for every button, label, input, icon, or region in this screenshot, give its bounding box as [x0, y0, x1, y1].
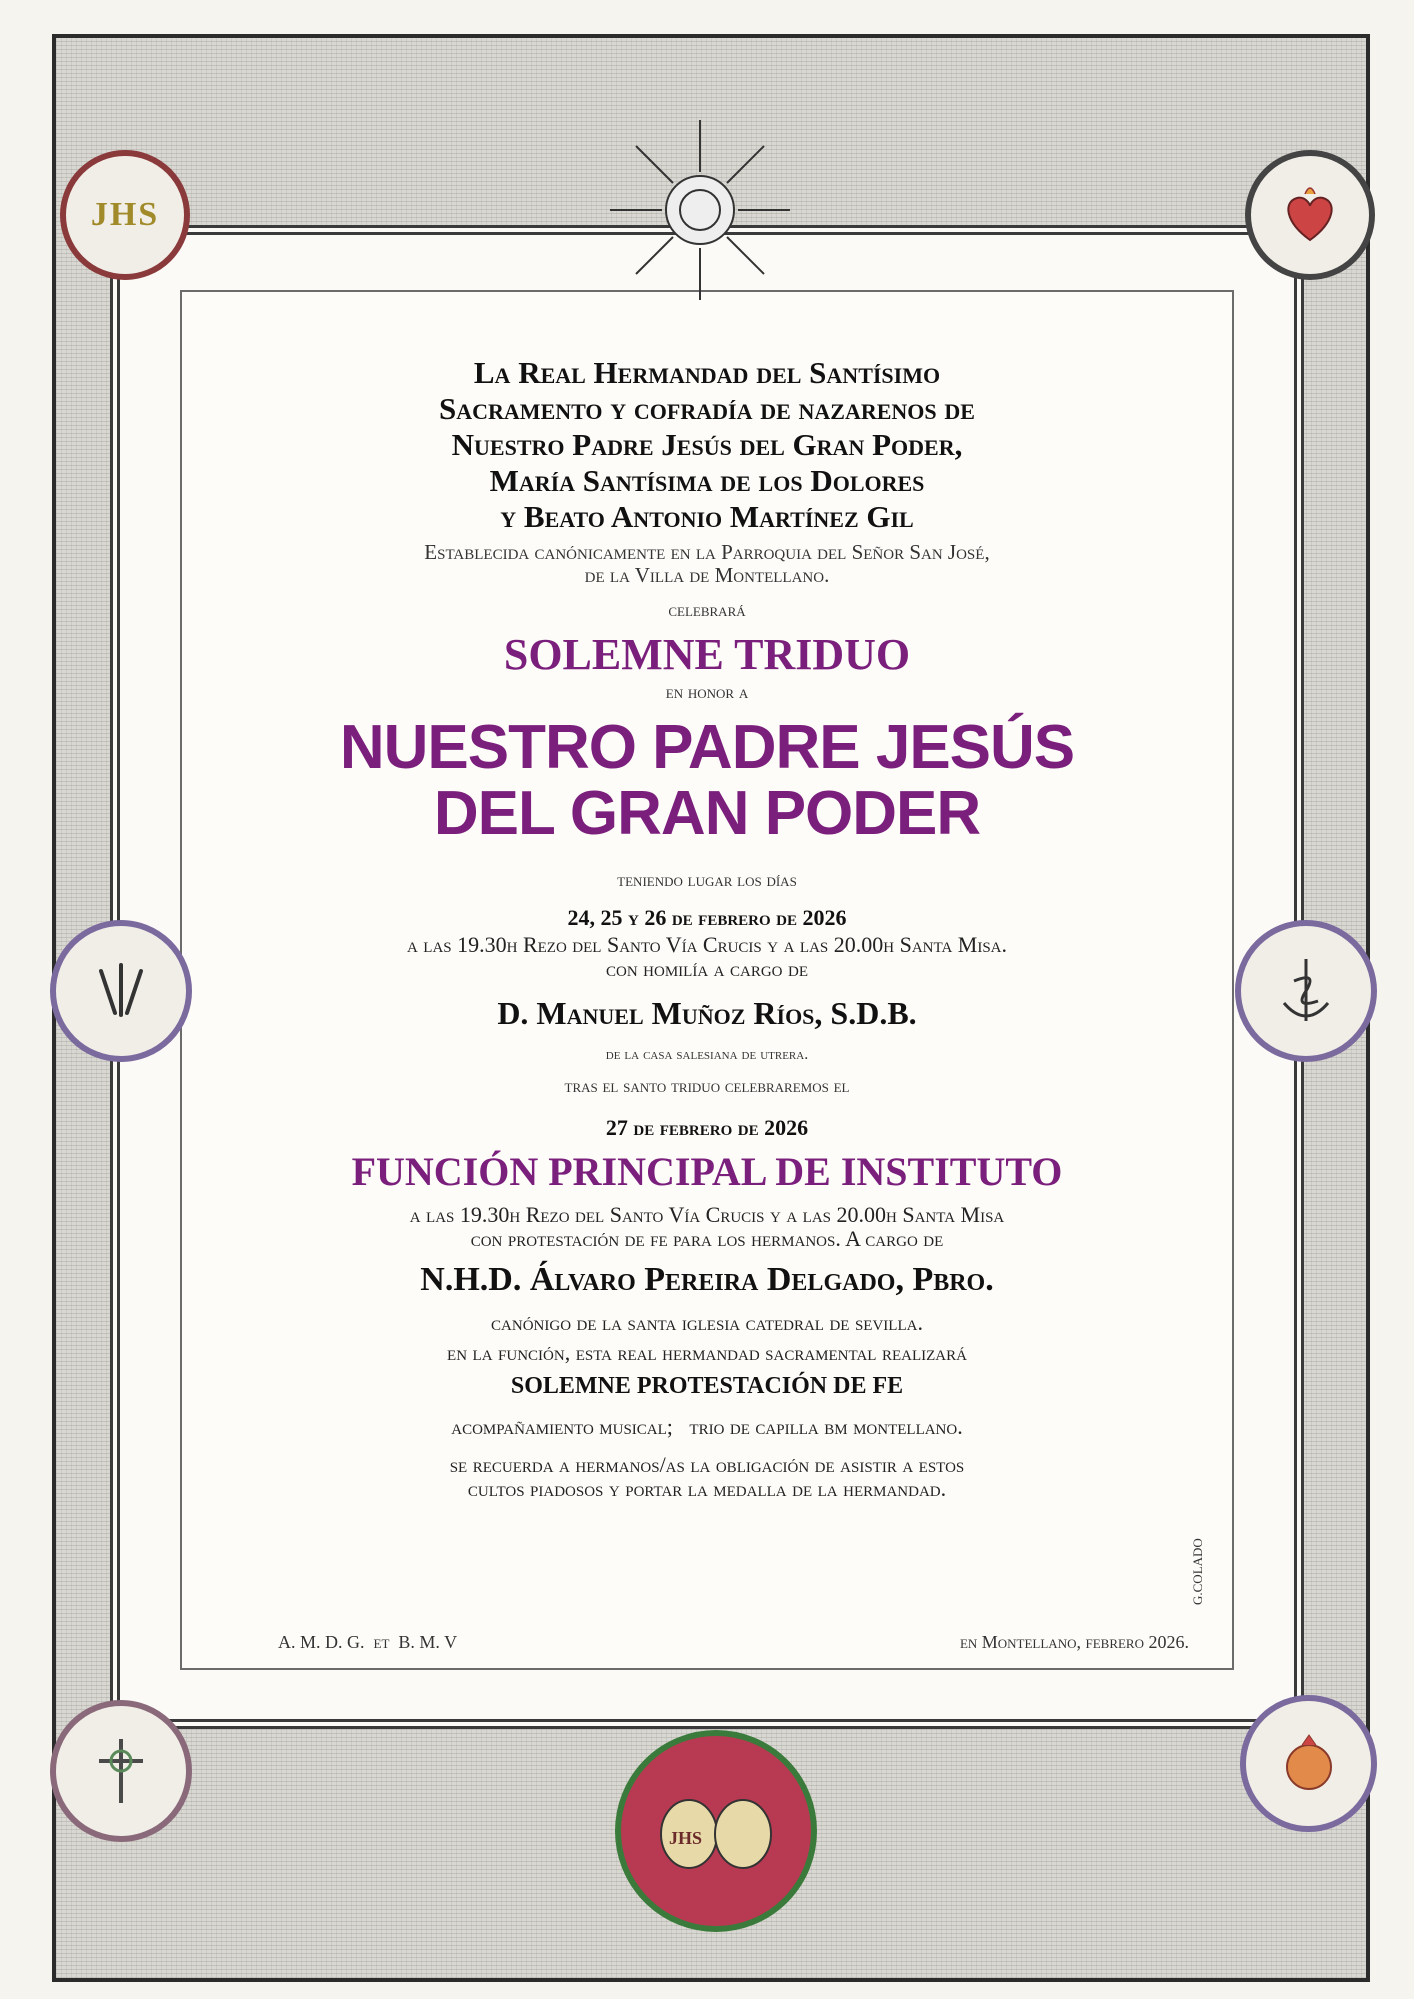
- music-note: acompañamiento musical; trio de capilla bm montellano.: [451, 1414, 963, 1439]
- header-line: Nuestro Padre Jesús del Gran Poder,: [451, 427, 963, 462]
- funcion-preacher: N.H.D. Álvaro Pereira Delgado, Pbro.: [420, 1261, 994, 1298]
- funcion-schedule-line: con protestación de fe para los hermanos. A cargo de: [470, 1226, 944, 1251]
- artist-signature: G.COLADO: [1190, 1538, 1205, 1605]
- nails-medallion: [50, 920, 192, 1062]
- reminder-line: cultos piadosos y portar la medalla de la hermandad.: [467, 1476, 947, 1501]
- triduo-schedule: a las 19.30h Rezo del Santo Vía Crucis y a las 20.00h Santa Misa.: [406, 932, 1008, 957]
- header-line: y Beato Antonio Martínez Gil: [500, 499, 914, 534]
- place-date: en Montellano, febrero 2026.: [959, 1632, 1189, 1652]
- anchor-medallion: [1235, 920, 1377, 1062]
- header-line: Sacramento y cofradía de nazarenos de: [439, 391, 975, 426]
- header-line: La Real Hermandad del Santísimo: [473, 355, 941, 390]
- shield-monogram: JHS: [669, 1828, 703, 1848]
- jhs-monogram-icon: JHS: [90, 196, 160, 233]
- invitation-text: [200, 355, 1214, 1501]
- reminder: [200, 1453, 1214, 1501]
- header-line: María Santísima de los Dolores: [489, 463, 925, 498]
- triduo-dates: 24, 25 y 26 de febrero de 2026: [567, 905, 847, 930]
- established-note: [200, 541, 1214, 587]
- funcion-date: 27 de febrero de 2026: [605, 1115, 809, 1140]
- jhs-medallion: [60, 150, 190, 280]
- sacred-heart-icon: [1275, 180, 1345, 250]
- triduo-title: SOLEMNE TRIDUO: [503, 630, 911, 679]
- cross-emblem-icon: [81, 1731, 161, 1811]
- cross-medallion: [50, 1700, 192, 1842]
- established-line: Establecida canónicamente en la Parroquia del Señor San José,: [424, 540, 990, 564]
- reminder-line: se recuerda a hermanos/as la obligación de asistir a estos: [449, 1452, 965, 1477]
- celebrara-label: celebrará: [668, 600, 746, 621]
- funcion-title: FUNCIÓN PRINCIPAL DE INSTITUTO: [351, 1149, 1063, 1194]
- monstrance-icon: [600, 110, 800, 310]
- titular-line: NUESTRO PADRE JESÚS: [339, 713, 1075, 782]
- brotherhood-shield: [615, 1730, 817, 1932]
- protestacion-title: SOLEMNE PROTESTACIÓN DE FE: [510, 1373, 904, 1399]
- sacred-heart-medallion: [1245, 150, 1375, 280]
- pomegranate-medallion: [1240, 1695, 1377, 1832]
- funcion-intro: tras el santo triduo celebraremos el: [564, 1076, 850, 1097]
- anchor-serpent-icon: [1266, 951, 1346, 1031]
- established-line: de la Villa de Montellano.: [584, 563, 830, 587]
- preacher-origin: de la casa salesiana de utrera.: [605, 1046, 809, 1063]
- teniendo-label: teniendo lugar los días: [617, 870, 797, 891]
- en-honor-label: en honor a: [665, 682, 749, 703]
- three-nails-icon: [81, 951, 161, 1031]
- homilia-label: con homilía a cargo de: [606, 956, 808, 981]
- pomegranate-icon: [1274, 1729, 1344, 1799]
- motto: A. M. D. G. et B. M. V: [278, 1632, 458, 1652]
- brotherhood-name: [200, 355, 1214, 535]
- triduo-preacher: D. Manuel Muñoz Ríos, S.D.B.: [497, 995, 917, 1031]
- titular-name: [200, 715, 1214, 847]
- funcion-schedule-line: a las 19.30h Rezo del Santo Vía Crucis y a las 20.00h Santa Misa: [409, 1202, 1005, 1227]
- titular-line: DEL GRAN PODER: [433, 779, 981, 848]
- funcion-schedule: [200, 1203, 1214, 1251]
- preacher-role: canónigo de la santa iglesia catedral de sevilla.: [491, 1310, 923, 1335]
- funcion-note: en la función, esta real hermandad sacramental realizará: [447, 1340, 967, 1365]
